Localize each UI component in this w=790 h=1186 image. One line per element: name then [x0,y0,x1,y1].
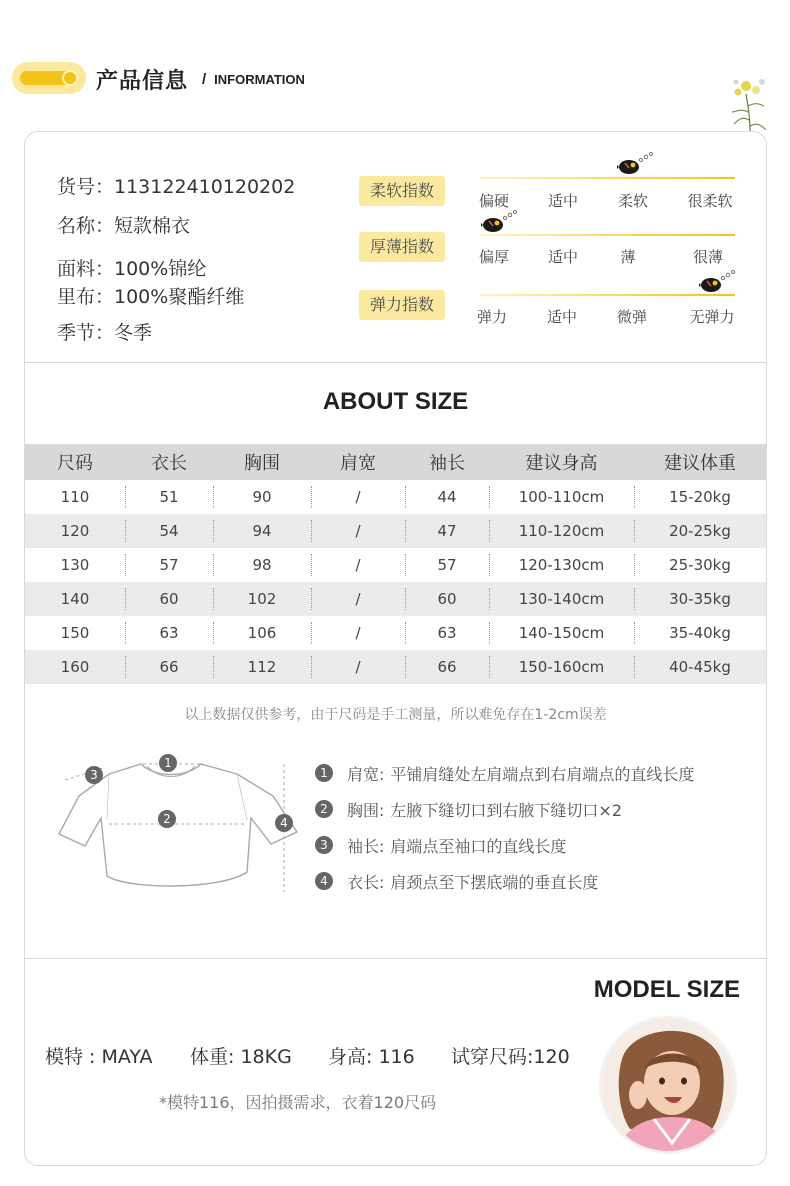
table-header-cell: 胸围 [244,453,280,474]
product-lining: 里布：100%聚酯纤维 [57,286,245,308]
table-cell: / [311,616,405,650]
table-cell: 102 [213,582,311,616]
table-cell: 160 [60,658,90,676]
thickness-label: 偏厚 [478,248,509,266]
table-header-cell: 尺码 [57,453,93,474]
flower-icon [728,76,772,136]
softness-label: 适中 [547,192,578,210]
product-sku: 货号：113122410120202 [57,176,296,198]
table-cell: 35-40kg [634,616,766,650]
fish-marker-icon [699,270,735,296]
diagram-marker: 4 [275,814,293,832]
thickness-index-tag: 厚薄指数 [359,232,445,262]
table-cell: 110-120cm [489,514,634,548]
toggle-pill-icon [12,62,86,94]
table-cell: 60 [125,582,213,616]
diagram-marker: 3 [85,766,103,784]
table-cell: 98 [213,548,311,582]
table-header-cell: 建议身高 [525,453,598,474]
table-cell: 94 [213,514,311,548]
product-fabric: 面料：100%锦纶 [57,258,207,280]
table-cell: 63 [125,616,213,650]
elasticity-label: 弹力 [476,308,507,326]
thickness-label: 薄 [620,248,636,266]
elasticity-label: 无弹力 [689,308,735,326]
table-cell: 40-45kg [634,650,766,684]
product-card [24,131,767,1166]
model-try-size: 试穿尺码:120 [451,1046,570,1068]
header-subtitle: / INFORMATION [202,71,305,88]
divider [25,362,766,363]
table-cell: 57 [125,548,213,582]
about-size-title: ABOUT SIZE [322,388,469,415]
table-row [25,480,766,514]
table-cell: 150-160cm [489,650,634,684]
table-cell: / [311,514,405,548]
table-cell: 112 [213,650,311,684]
table-cell: / [311,480,405,514]
table-cell: 130 [60,556,90,574]
measure-item: 3 袖长: 肩端点至袖口的直线长度 [315,834,566,856]
table-cell: 130-140cm [489,582,634,616]
table-cell: 100-110cm [489,480,634,514]
size-table [25,444,766,684]
softness-index-tag: 柔软指数 [359,176,445,206]
product-name: 名称：短款棉衣 [57,215,191,237]
thickness-scale [479,234,735,236]
table-cell: 90 [213,480,311,514]
table-cell: 66 [405,650,489,684]
table-cell: 110 [60,488,90,506]
table-cell: / [311,650,405,684]
table-cell: 25-30kg [634,548,766,582]
table-cell: 66 [125,650,213,684]
softness-label: 很柔软 [687,192,733,210]
table-row [25,650,766,684]
size-disclaimer: 以上数据仅供参考，由于尺码是手工测量，所以难免存在1-2cm误差 [184,707,607,723]
diagram-marker: 2 [158,810,176,828]
table-cell: 150 [60,624,90,642]
table-row [25,582,766,616]
table-row [25,548,766,582]
header-title: 产品信息 [96,69,189,94]
table-cell: 140 [60,590,90,608]
model-note: *模特116，因拍摄需求，衣着120尺码 [159,1093,437,1112]
elasticity-label: 适中 [546,308,577,326]
table-cell: 47 [405,514,489,548]
elasticity-scale [479,294,735,296]
table-cell: 140-150cm [489,616,634,650]
table-header-cell: 衣长 [151,453,187,474]
table-cell: / [311,548,405,582]
table-row [25,514,766,548]
table-header-cell: 肩宽 [340,453,376,474]
model-weight: 体重: 18KG [190,1046,292,1068]
softness-label: 柔软 [617,192,648,210]
thickness-label: 很薄 [692,248,723,266]
fish-marker-icon [481,210,517,236]
table-cell: 120 [60,522,90,540]
softness-label: 偏硬 [478,192,509,210]
softness-scale [479,177,735,179]
fish-marker-icon [617,152,653,178]
thickness-label: 适中 [547,248,578,266]
table-cell: 15-20kg [634,480,766,514]
divider [25,958,766,959]
diagram-marker: 1 [159,754,177,772]
elasticity-label: 微弹 [616,308,647,326]
table-cell: 20-25kg [634,514,766,548]
model-photo [602,1019,737,1154]
table-cell: / [311,582,405,616]
table-header-cell: 建议体重 [664,453,736,474]
measure-item: 2 胸围: 左腋下缝切口到右腋下缝切口×2 [315,798,622,820]
measure-item: 4 衣长: 肩颈点至下摆底端的垂直长度 [315,870,598,892]
table-header-row [25,444,766,480]
table-cell: 63 [405,616,489,650]
table-cell: 44 [405,480,489,514]
table-cell: 51 [125,480,213,514]
table-cell: 106 [213,616,311,650]
table-header-cell: 袖长 [429,453,465,474]
model-height: 身高: 116 [328,1046,415,1068]
table-cell: 54 [125,514,213,548]
model-name: 模特 : MAYA [45,1046,153,1068]
measure-item: 1 肩宽: 平铺肩缝处左肩端点到右肩端点的直线长度 [315,762,694,784]
section-header [12,60,532,96]
elasticity-index-tag: 弹力指数 [359,290,445,320]
product-season: 季节：冬季 [57,322,153,344]
model-size-title: MODEL SIZE [593,976,740,1003]
table-cell: 120-130cm [489,548,634,582]
model-avatar [599,1016,737,1154]
table-cell: 57 [405,548,489,582]
table-cell: 60 [405,582,489,616]
table-cell: 30-35kg [634,582,766,616]
table-row [25,616,766,650]
